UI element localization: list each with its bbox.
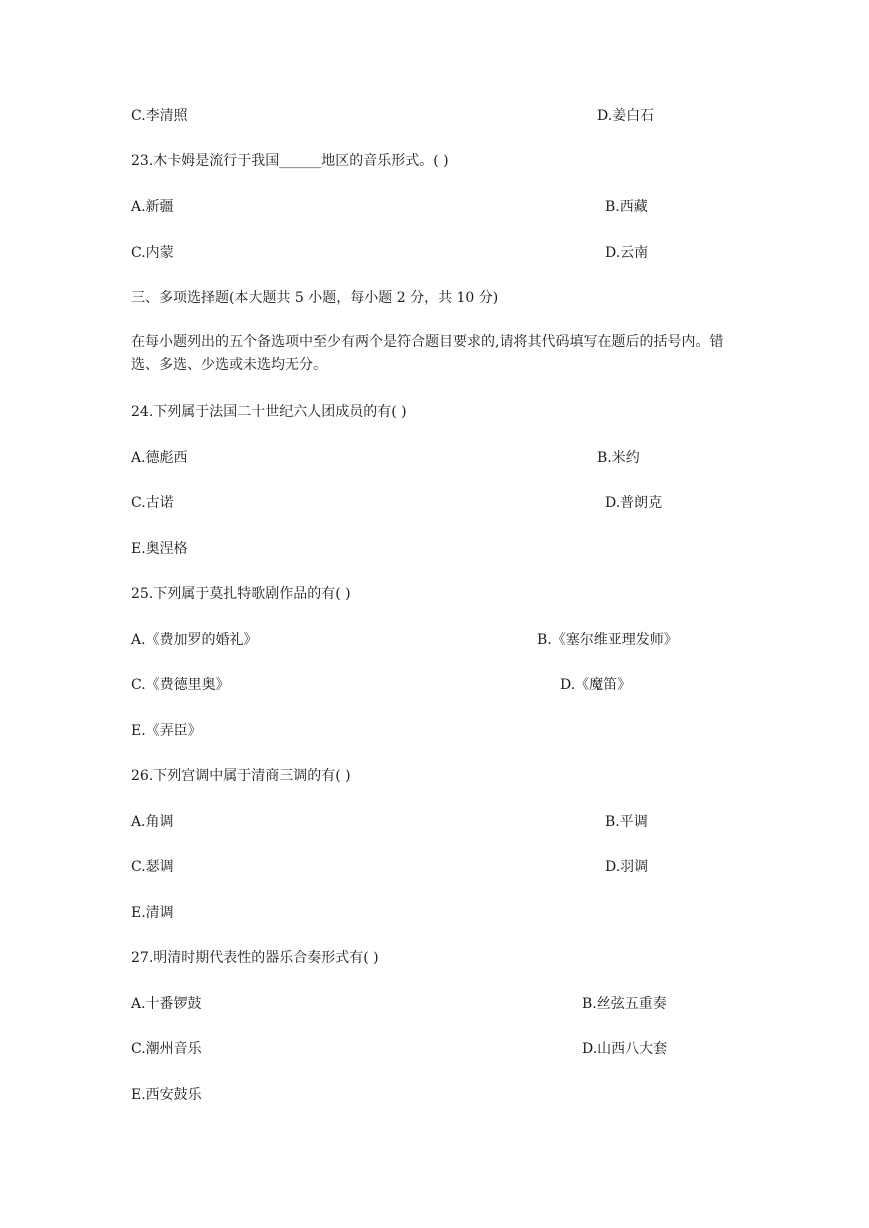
q27-option-d: D.山西八大套 [582,1041,668,1057]
q24-option-e: E.奥涅格 [131,541,188,557]
q25-stem: 25.下列属于莫扎特歌剧作品的有( ) [131,586,351,602]
q25-option-c: C.《费德里奥》 [131,677,230,693]
q23-option-a: A.新疆 [131,199,174,215]
q25-option-d: D.《魔笛》 [560,677,632,693]
q26-option-c: C.瑟调 [131,859,174,875]
q23-option-b: B.西藏 [605,199,648,215]
q24-option-a: A.德彪西 [131,450,188,466]
q24-stem: 24.下列属于法国二十世纪六人团成员的有( ) [131,404,407,420]
q25-option-e: E.《弄臣》 [131,723,202,739]
q23-option-d: D.云南 [605,245,649,261]
q24-option-b: B.米约 [597,450,640,466]
q27-option-b: B.丝弦五重奏 [582,996,667,1012]
q25-option-a: A.《费加罗的婚礼》 [131,632,258,648]
q27-option-c: C.潮州音乐 [131,1041,202,1057]
q24-option-d: D.普朗克 [605,495,663,511]
section3-instructions: 在每小题列出的五个备选项中至少有两个是符合题目要求的,请将其代码填写在题后的括号内。错选、多选、少选或未选均无分。 [131,334,724,373]
q22-option-d: D.姜白石 [597,108,655,124]
q23-stem: 23.木卡姆是流行于我国______地区的音乐形式。( ) [131,153,449,169]
section3-heading: 三、多项选择题(本大题共 5 小题，每小题 2 分，共 10 分) [131,290,499,306]
q27-stem: 27.明清时期代表性的器乐合奏形式有( ) [131,950,379,966]
q23-option-c: C.内蒙 [131,245,174,261]
q26-option-d: D.羽调 [605,859,649,875]
q26-option-b: B.平调 [605,814,648,830]
q26-option-a: A.角调 [131,814,174,830]
q22-option-c: C.李清照 [131,108,188,124]
q24-option-c: C.古诺 [131,495,174,511]
q26-option-e: E.清调 [131,905,174,921]
q26-stem: 26.下列宫调中属于清商三调的有( ) [131,768,351,784]
q27-option-a: A.十番锣鼓 [131,996,202,1012]
q27-option-e: E.西安鼓乐 [131,1087,202,1103]
q25-option-b: B.《塞尔维亚理发师》 [537,632,678,648]
